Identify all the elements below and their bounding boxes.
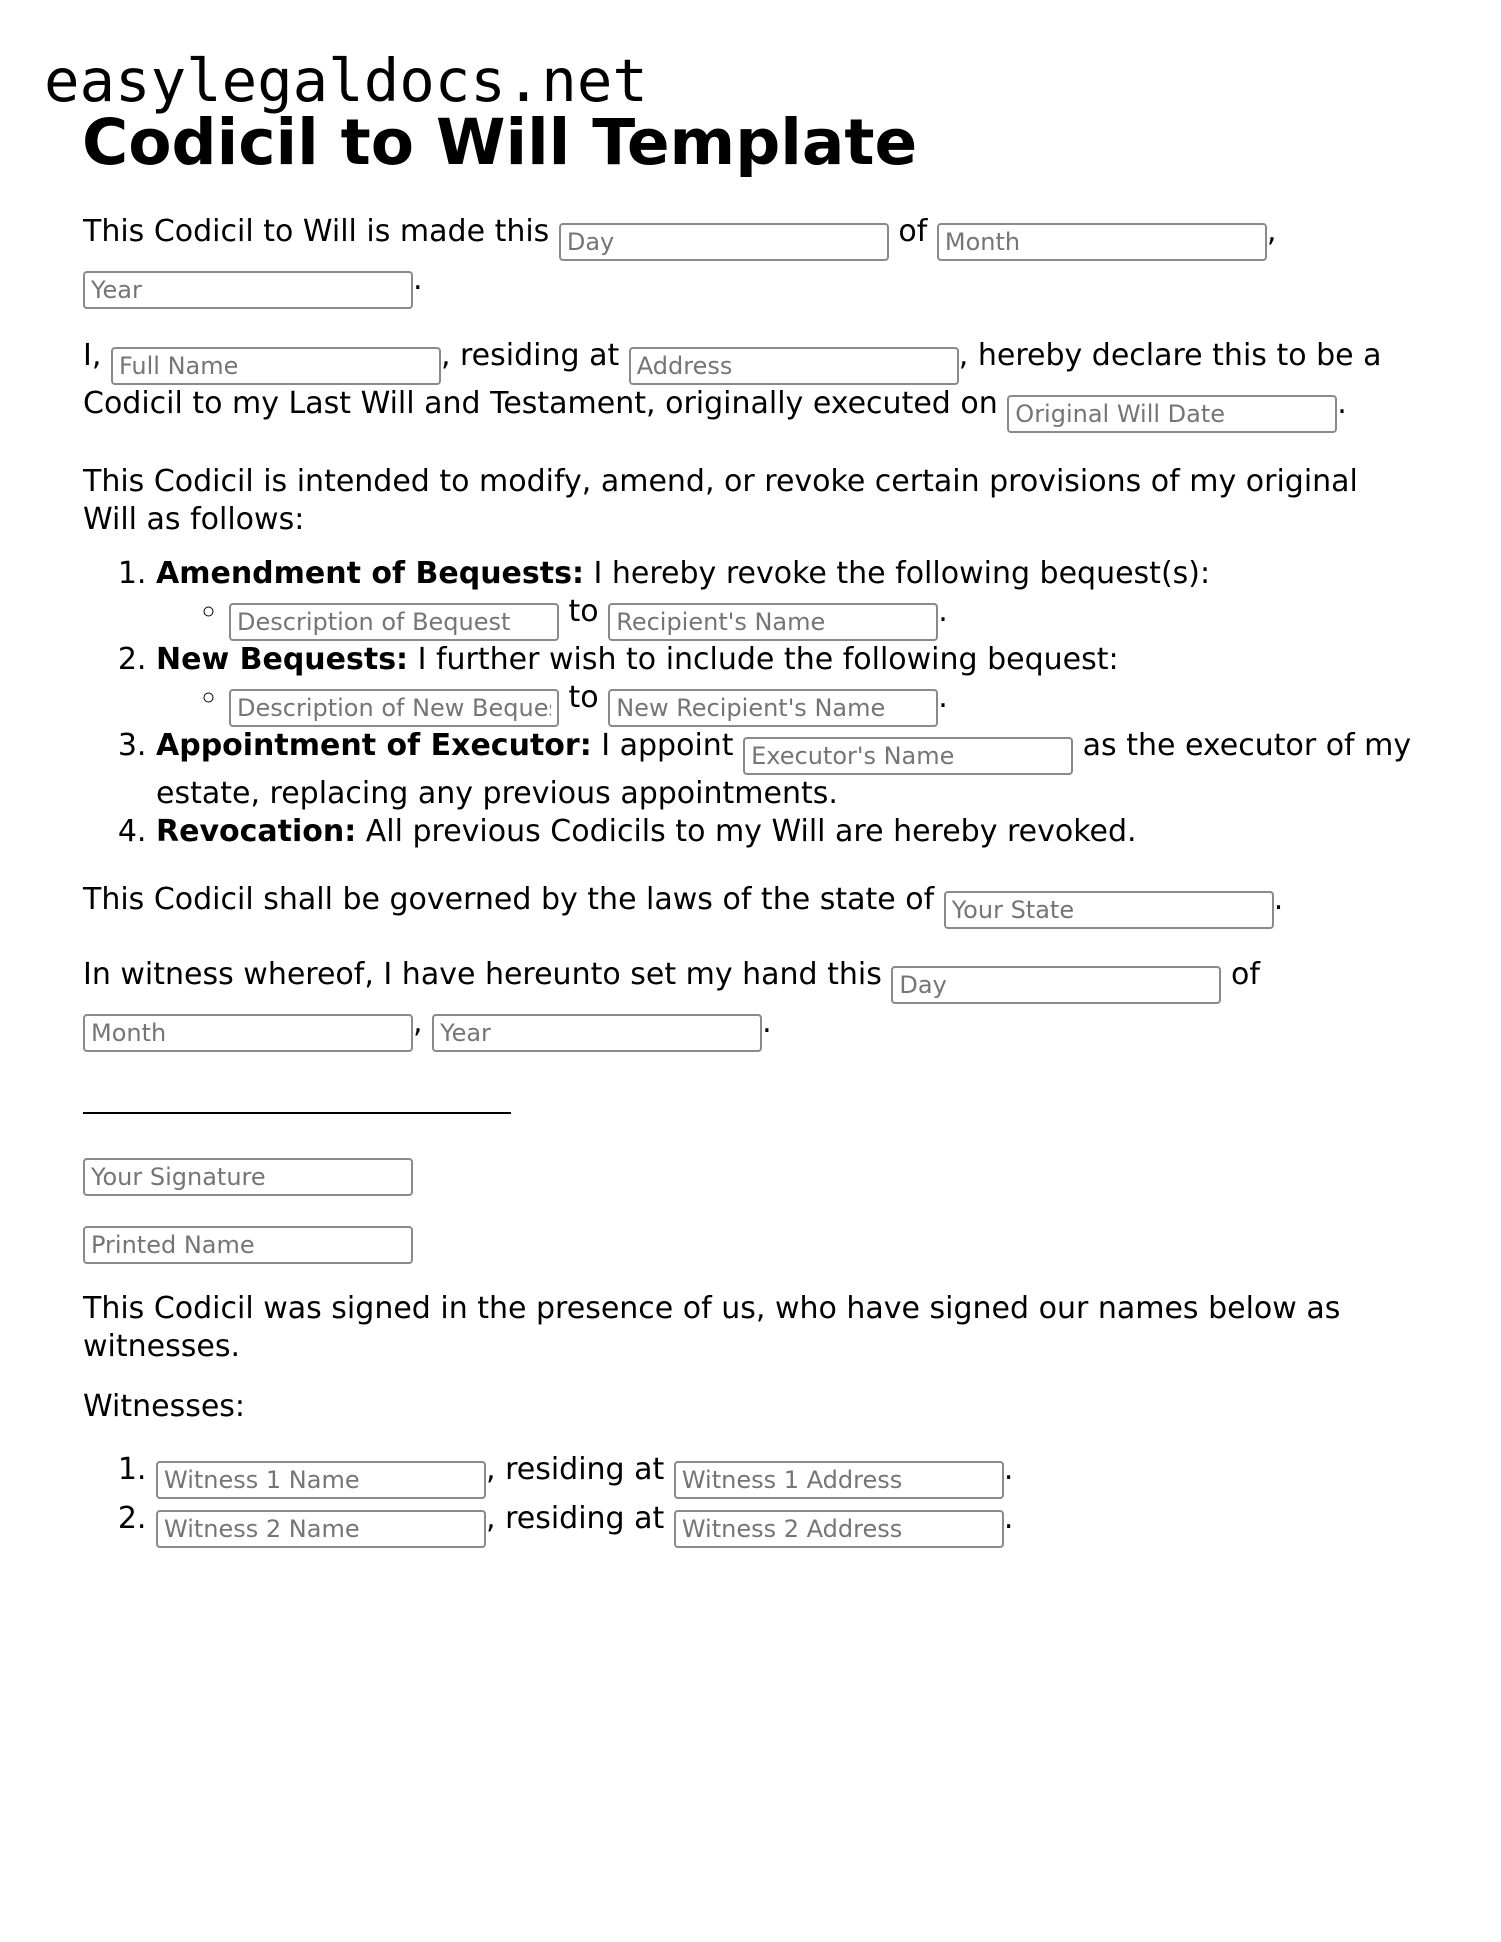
purpose-paragraph: This Codicil is intended to modify, amend, or revoke certain provisions of my original Will as follows: [83, 464, 1358, 537]
signing-day-input[interactable] [891, 966, 1221, 1004]
provision-new-bequests [156, 641, 1413, 727]
of-text: of [1230, 957, 1260, 992]
state-input[interactable] [944, 891, 1274, 929]
provision-heading: Revocation: [156, 814, 357, 849]
witness-2-address-input[interactable] [674, 1510, 1004, 1548]
witness-1-address-input[interactable] [674, 1461, 1004, 1499]
new-bequests-sublist [156, 679, 1413, 727]
signature-input[interactable] [83, 1158, 413, 1196]
period-text: . [1003, 1501, 1014, 1536]
address-input[interactable] [629, 347, 959, 385]
witness-1-name-input[interactable] [156, 1461, 486, 1499]
period-text: . [762, 1005, 772, 1040]
signing-year-input[interactable] [432, 1014, 762, 1052]
month-input[interactable] [937, 223, 1267, 261]
full-name-input[interactable] [111, 347, 441, 385]
site-watermark: easylegaldocs.net [44, 46, 648, 115]
provision-text: All previous Codicils to my Will are hereby revoked. [356, 814, 1137, 849]
presence-statement: This Codicil was signed in the presence of us, who have signed our names below as witnesses. [83, 1291, 1341, 1364]
governing-law-prefix: This Codicil shall be governed by the laws of the state of [83, 882, 935, 917]
of-text: of [898, 214, 928, 249]
new-recipient-name-input[interactable] [608, 689, 938, 727]
amendment-sublist [156, 593, 1413, 641]
document-body [83, 213, 1413, 1548]
day-input[interactable] [559, 223, 889, 261]
period-text: . [413, 262, 423, 297]
signature-fields [83, 1158, 1413, 1264]
signature-line-wrap [83, 1112, 1413, 1146]
declaration-prefix: I, [83, 338, 102, 373]
witness-clause-paragraph [83, 956, 1413, 1052]
provision-executor [156, 727, 1413, 813]
witness-row [156, 1450, 1413, 1499]
to-text: to [568, 680, 599, 715]
recipient-name-input[interactable] [608, 603, 938, 641]
governing-law-paragraph [83, 881, 1413, 929]
provision-text: I appoint [591, 728, 734, 763]
witnesses-list [83, 1450, 1413, 1548]
bequest-description-input[interactable] [229, 603, 559, 641]
witness-2-name-input[interactable] [156, 1510, 486, 1548]
residing-text: , residing at [486, 1501, 665, 1536]
document-title: Codicil to Will Template [82, 106, 918, 179]
period-text: . [1337, 386, 1347, 421]
period-text: . [1273, 882, 1284, 917]
residing-text: , residing at [440, 338, 620, 373]
period-text: . [938, 680, 948, 715]
provisions-list [83, 555, 1413, 851]
to-text: to [568, 594, 599, 629]
signing-month-input[interactable] [83, 1014, 413, 1052]
printed-name-input[interactable] [83, 1226, 413, 1264]
provision-heading: New Bequests: [156, 642, 409, 677]
year-input[interactable] [83, 271, 413, 309]
declaration-middle: , hereby declare this to be a Codicil to my Last Will and Testament, originally executed on [83, 338, 1382, 421]
intro-paragraph [83, 213, 1413, 309]
signature-line [83, 1112, 511, 1114]
provision-amendment [156, 555, 1413, 641]
comma-text: , [1266, 214, 1277, 249]
residing-text: , residing at [486, 1452, 665, 1487]
provision-text: I hereby revoke the following bequest(s): [583, 556, 1211, 591]
witnesses-label: Witnesses: [83, 1389, 246, 1424]
comma-text: , [413, 1005, 423, 1040]
new-bequest-description-input[interactable] [229, 689, 559, 727]
executor-name-input[interactable] [743, 737, 1073, 775]
list-item [229, 679, 1413, 727]
period-text: . [1003, 1452, 1014, 1487]
witness-clause-prefix: In witness whereof, I have hereunto set my hand this [83, 957, 882, 992]
list-item [229, 593, 1413, 641]
provision-heading: Amendment of Bequests: [156, 556, 584, 591]
provision-text-after: as the executor of my estate, replacing any previous appointments. [156, 728, 1412, 811]
provision-revocation [156, 813, 1413, 851]
original-will-date-input[interactable] [1007, 395, 1337, 433]
period-text: . [938, 594, 948, 629]
declaration-paragraph [83, 337, 1413, 433]
witness-row [156, 1499, 1413, 1548]
intro-prefix: This Codicil to Will is made this [83, 214, 550, 249]
provision-heading: Appointment of Executor: [156, 728, 592, 763]
provision-text: I further wish to include the following bequest: [408, 642, 1119, 677]
